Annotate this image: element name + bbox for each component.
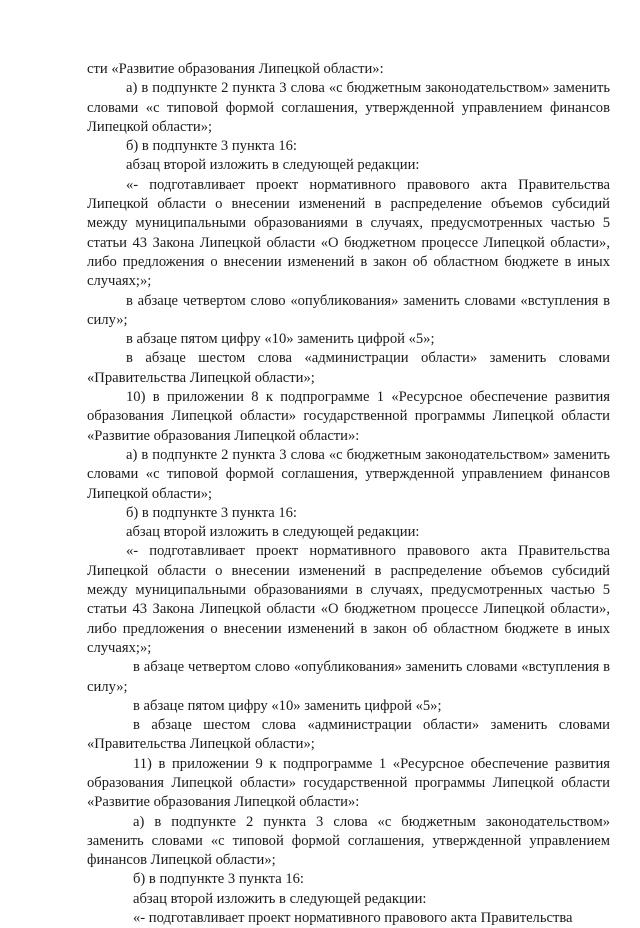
paragraph: сти «Развитие образования Липецкой области»:	[87, 61, 384, 77]
paragraph: 10) в приложении 8 к подпрограмме 1 «Ресурсное обеспечение развития образования Липецкой области» государственной программы Липецкой области «Развитие образования Липецкой области»:	[87, 389, 610, 444]
paragraph: «- подготавливает проект нормативного правового акта Правительства Липецкой области о внесении изменений в распределение объемов субсидий между муниципальными образованиями в случаях, предусмотренных частью 5 статьи 43 Закона Липецкой области «О бюджетном процессе Липецкой области», либо предложения о внесении изменений в закон об областном бюджете в иных случаях;»;	[87, 543, 610, 656]
paragraph: а) в подпункте 2 пункта 3 слова «с бюджетным законодательством» заменить словами «с типовой формой соглашения, утвержденной управлением финансов Липецкой области»;	[87, 813, 610, 869]
paragraph: абзац второй изложить в следующей редакции:	[133, 890, 427, 907]
paragraph: в абзаце шестом слова «администрации области» заменить словами «Правительства Липецкой области»;	[87, 717, 610, 753]
paragraph: абзац второй изложить в следующей редакции:	[126, 524, 420, 541]
paragraph: 11) в приложении 9 к подпрограмме 1 «Ресурсное обеспечение развития образования Липецкой области» государственной программы Липецкой области «Развитие образования Липецкой области»:	[87, 755, 610, 811]
paragraph: абзац второй изложить в следующей редакции:	[126, 157, 420, 174]
document-page	[87, 60, 610, 928]
paragraph: «- подготавливает проект нормативного правового акта Правительства	[133, 910, 573, 927]
paragraph: в абзаце пятом цифру «10» заменить цифрой «5»;	[126, 331, 435, 348]
paragraph: б) в подпункте 3 пункта 16:	[126, 504, 297, 521]
paragraph: в абзаце четвертом слово «опубликования» заменить словами «вступления в силу»;	[87, 659, 610, 695]
paragraph: а) в подпункте 2 пункта 3 слова «с бюджетным законодательством» заменить словами «с типовой формой соглашения, утвержденной управлением финансов Липецкой области»;	[87, 446, 610, 502]
paragraph: б) в подпункте 3 пункта 16:	[126, 138, 297, 155]
paragraph: «- подготавливает проект нормативного правового акта Правительства Липецкой области о внесении изменений в распределение объемов субсидий между муниципальными образованиями в случаях, предусмотренных частью 5 статьи 43 Закона Липецкой области «О бюджетном процессе Липецкой области», либо предложения о внесении изменений в закон об областном бюджете в иных случаях;»;	[87, 176, 610, 290]
paragraph: в абзаце пятом цифру «10» заменить цифрой «5»;	[133, 697, 442, 714]
paragraph: а) в подпункте 2 пункта 3 слова «с бюджетным законодательством» заменить словами «с типовой формой соглашения, утвержденной управлением финансов Липецкой области»;	[87, 80, 610, 135]
paragraph: в абзаце шестом слова «администрации области» заменить словами «Правительства Липецкой области»;	[87, 350, 610, 386]
paragraph: в абзаце четвертом слово «опубликования» заменить словами «вступления в силу»;	[87, 292, 610, 328]
paragraph: б) в подпункте 3 пункта 16:	[133, 871, 304, 888]
